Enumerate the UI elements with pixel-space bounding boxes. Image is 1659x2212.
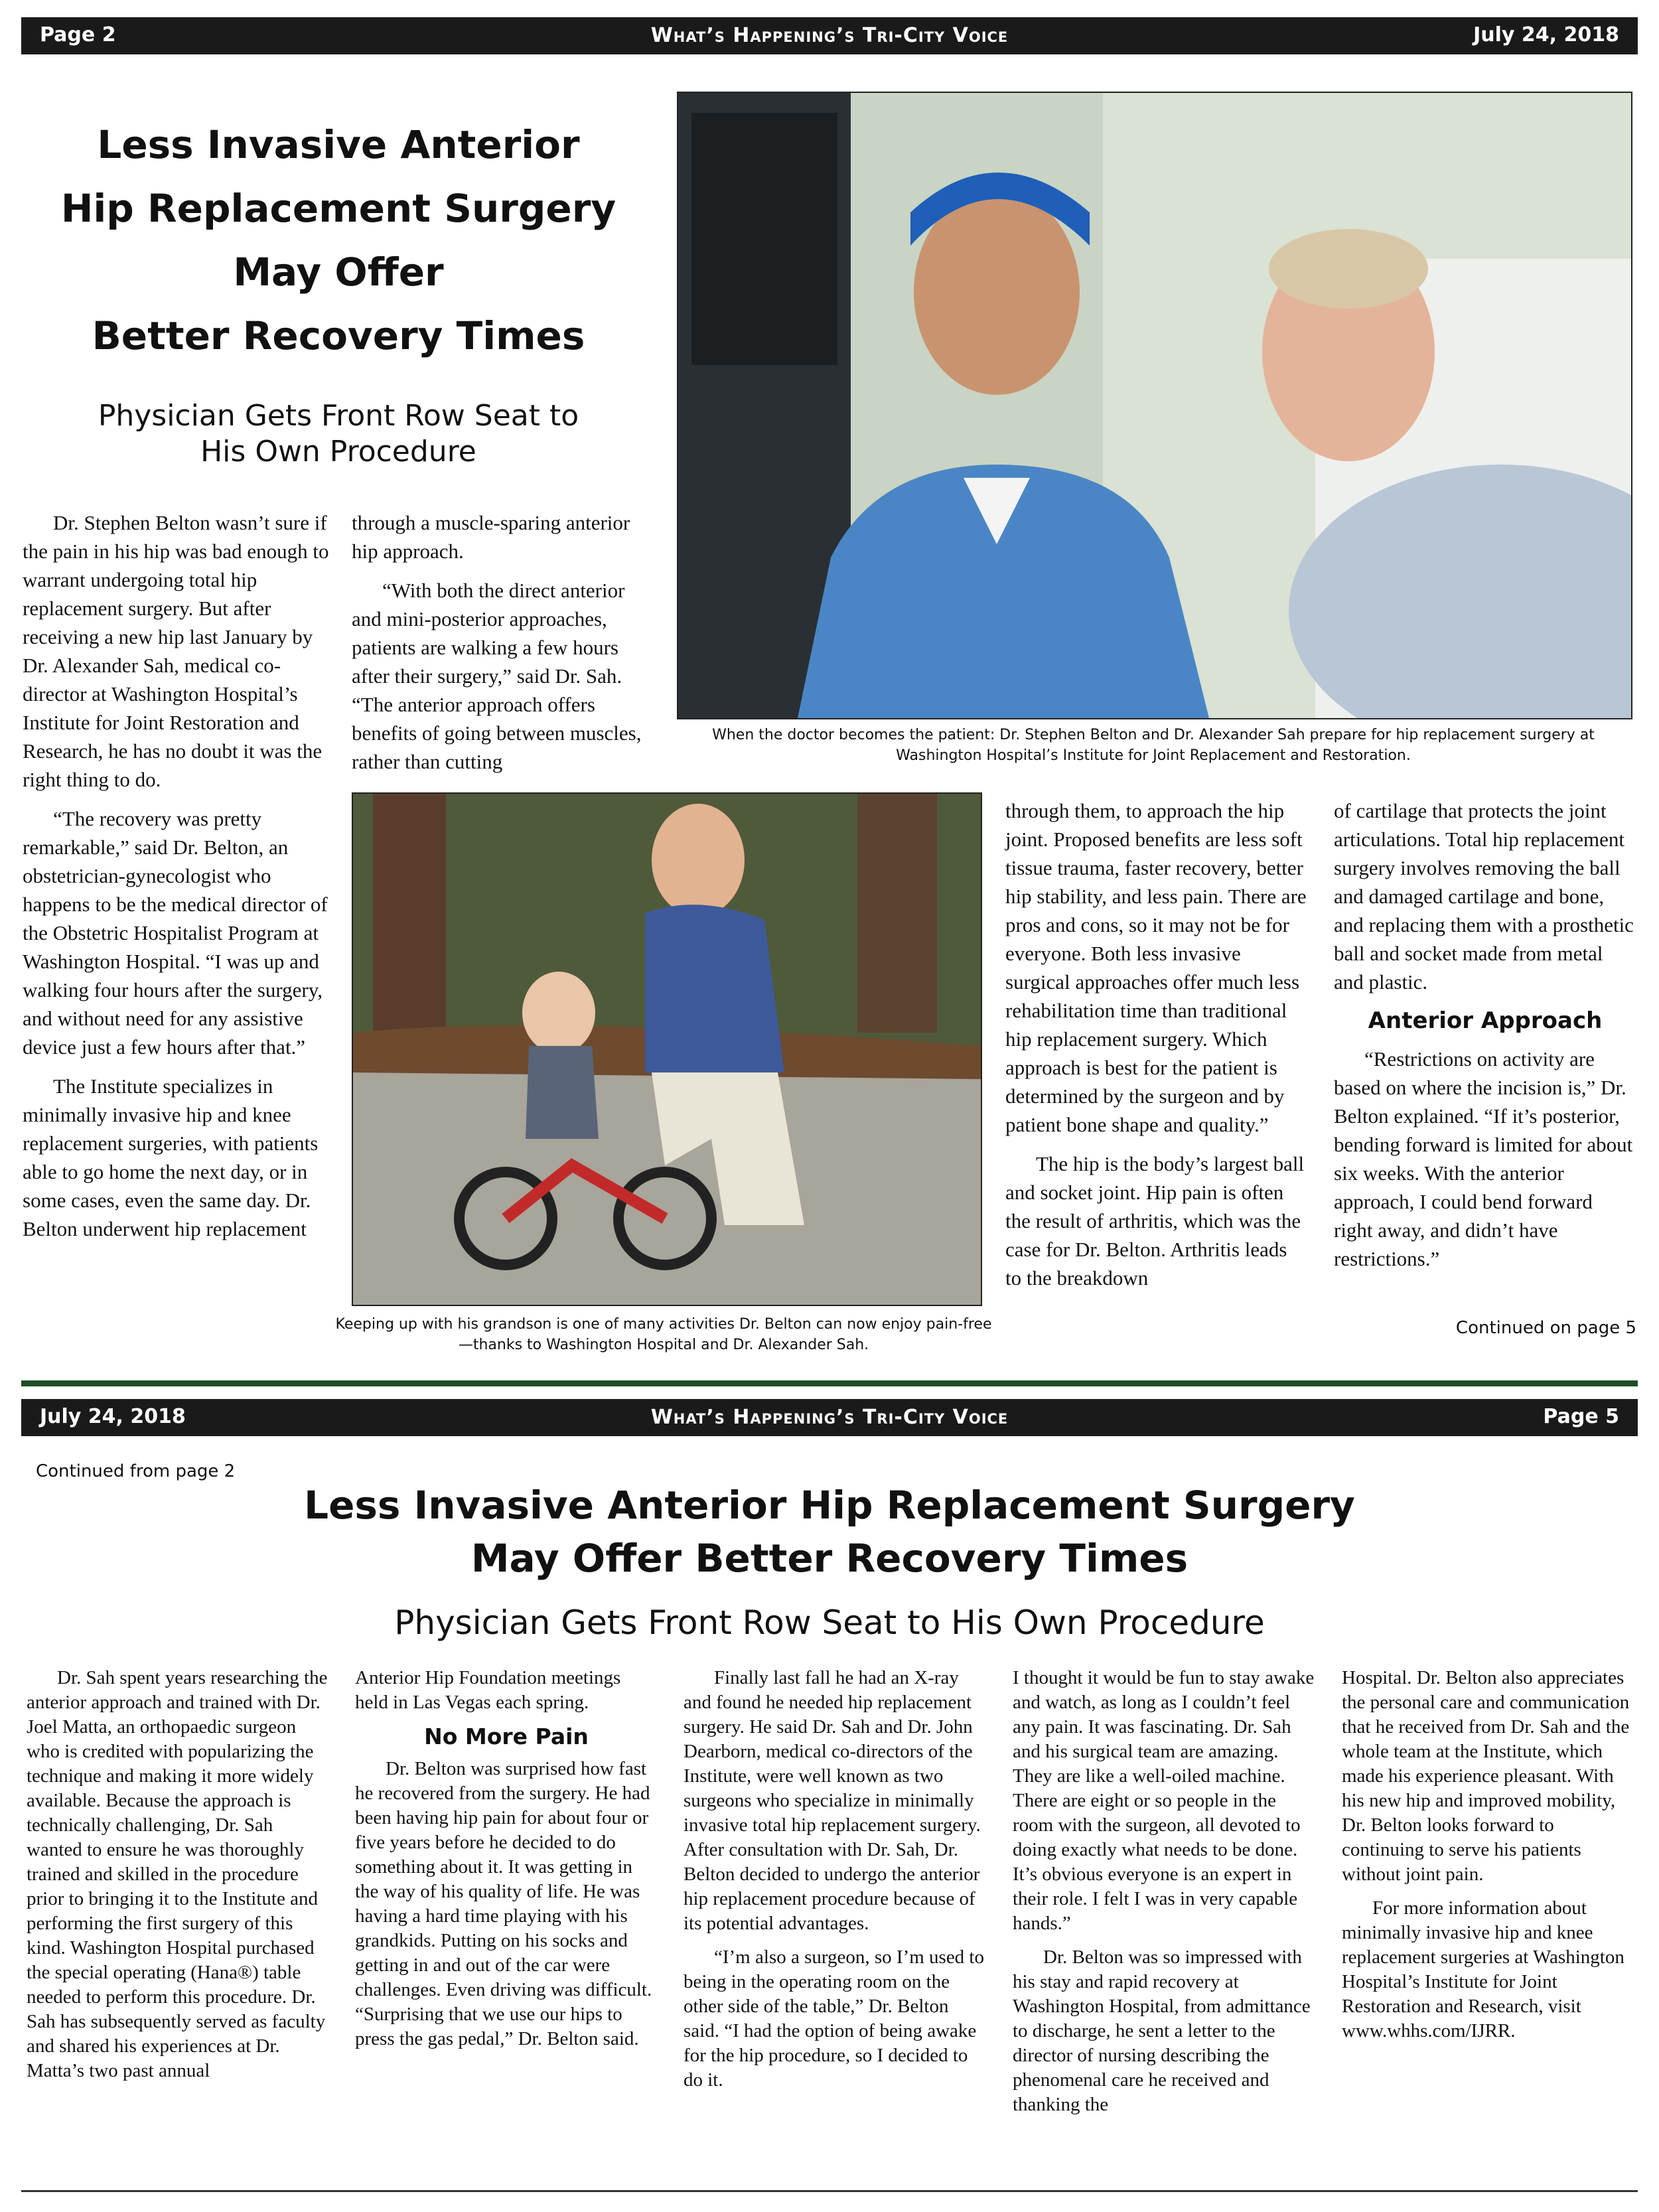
page5-header-bar	[21, 1399, 1638, 1436]
subhead-line: Physician Gets Front Row Seat to	[98, 399, 579, 433]
paragraph: Anterior Hip Foundation meetings held in Las Vegas each spring.	[355, 1667, 621, 1713]
page2-headline	[27, 113, 650, 368]
page-number: Page 2	[40, 23, 116, 46]
page5-column-1	[27, 1666, 329, 2093]
photo2-caption: Keeping up with his grandson is one of many activities Dr. Belton can now enjoy pain-free—thanks to Washington Hospital and Dr. Alexander Sah.	[335, 1316, 992, 1353]
page5-subhead: Physician Gets Front Row Seat to His Own Procedure	[394, 1603, 1265, 1642]
headline-line: May Offer	[233, 250, 444, 295]
newspaper-name: What’s Happening’s Tri-City Voice	[650, 24, 1009, 47]
paragraph: “With both the direct anterior and mini-posterior approaches, patients are walking a few hours after their surgery,” said Dr. Sah. “The anterior approach offers benefits of going between muscles, rather than cutting	[352, 579, 642, 773]
page5-column-4	[1013, 1666, 1315, 2126]
continued-on-note: Continued on page 5	[1455, 1318, 1636, 1338]
paragraph: of cartilage that protects the joint articulations. Total hip replacement surgery involves removing the ball and damaged cartilage and bone, and replacing them with a prosthetic ball and socket made from metal and plastic.	[1334, 799, 1634, 994]
page2-column-4	[1334, 796, 1636, 1284]
paragraph: Dr. Sah spent years researching the anterior approach and trained with Dr. Joel Matta, an orthopaedic surgeon who is credited with popularizing the technique and making it more widely available. Because the approach is technically challenging, Dr. Sah wanted to ensure he was thoroughly trained and skilled in the procedure prior to bringing it to the Institute and performing the first surgery of this kind. Washington Hospital purchased the special operating (Hana®) table needed to perform this procedure. Dr. Sah has subsequently served as faculty and shared his experiences at Dr. Matta’s two past annual	[27, 1667, 328, 2081]
page2-header-bar	[21, 17, 1638, 54]
paragraph: “Restrictions on activity are based on where the incision is,” Dr. Belton explained. “If it’s posterior, bending forward is limited for about six weeks. With the anterior approach, I could bend forward right away, and didn’t have restrictions.”	[1334, 1047, 1633, 1270]
paragraph: Hospital. Dr. Belton also appreciates the personal care and communication that he received from Dr. Sah and the whole team at the Institute, which made his experience pleasant. With his new hip and improved mobility, Dr. Belton looks forward to continuing to serve his patients without joint pain.	[1342, 1667, 1630, 1885]
paragraph: Dr. Stephen Belton wasn’t sure if the pain in his hip was bad enough to warrant undergoing total hip replacement surgery. But after receiving a new hip last January by Dr. Alexander Sah, medical co-director at Washington Hospital’s Institute for Joint Restoration and Research, he has no doubt it was the right thing to do.	[23, 511, 329, 791]
paragraph: through them, to approach the hip joint. Proposed benefits are less soft tissue trauma, faster recovery, better hip stability, and less pain. There are pros and cons, so it may not be for everyone. Both less invasive surgical approaches offer much less rehabilitation time than traditional hip replacement surgery. Which approach is best for the patient is determined by the surgeon and by patient bone shape and quality.”	[1005, 799, 1307, 1136]
paragraph: through a muscle-sparing anterior hip approach.	[352, 511, 630, 563]
section-heading: Anterior Approach	[1368, 1007, 1603, 1034]
paragraph: “I’m also a surgeon, so I’m used to being in the operating room on the other side of the table,” Dr. Belton said. “I had the option of being awake for the hip procedure, so I decided to do it.	[684, 1947, 984, 2091]
page2-column-3	[1005, 796, 1308, 1303]
paragraph: The hip is the body’s largest ball and socket joint. Hip pain is often the result of arthritis, which was the case for Dr. Belton. Arthritis leads to the breakdown	[1005, 1152, 1305, 1290]
page-divider	[21, 1380, 1638, 1386]
page5-column-2	[355, 1666, 658, 2061]
paragraph: Dr. Belton was surprised how fast he recovered from the surgery. He had been having hip pain for about four or five years before he decided to do something about it. It was getting in the way of his quality of life. He was having a hard time playing with his grandkids. Putting on his socks and getting in and out of the car were challenges. Even driving was difficult. “Surprising that we use our hips to press the gas pedal,” Dr. Belton said.	[355, 1758, 652, 2049]
paragraph: I thought it would be fun to stay awake and watch, as long as I couldn’t feel any pain. It was fascinating. Dr. Sah and his surgical team are amazing. They are like a well-oiled machine. There are eight or so people in the room with the surgeon, all devoted to doing exactly what needs to be done. It’s obvious everyone is an expert in their role. I felt I was in very capable hands.”	[1013, 1667, 1315, 1934]
paragraph: For more information about minimally invasive hip and knee replacement surgeries at Washington Hospital’s Institute for Joint Restoration and Research, visit www.whhs.com/IJRR.	[1342, 1897, 1624, 2041]
page2-column-1	[23, 508, 333, 1254]
newspaper-name: What’s Happening’s Tri-City Voice	[650, 1406, 1009, 1429]
page5-column-3	[684, 1666, 986, 2102]
headline-line: Hip Replacement Surgery	[60, 186, 616, 231]
paragraph: The Institute specializes in minimally invasive hip and knee replacement surgeries, with patients able to go home the next day, or in some cases, even the same day. Dr. Belton underwent hip replacement	[23, 1074, 319, 1240]
paragraph: Finally last fall he had an X-ray and found he needed hip replacement surgery. He said Dr. Sah and Dr. John Dearborn, medical co-directors of the Institute, were well known as two surgeons who specialize in minimally invasive total hip replacement surgery. After consultation with Dr. Sah, Dr. Belton decided to undergo the anterior hip replacement procedure because of its potential advantages.	[684, 1667, 981, 1934]
continued-from-note: Continued from page 2	[36, 1461, 236, 1481]
page2-column-2	[352, 508, 652, 786]
page5-column-5	[1342, 1666, 1638, 2053]
page-number: Page 5	[1543, 1405, 1619, 1428]
paragraph: “The recovery was pretty remarkable,” said Dr. Belton, an obstetrician-gynecologist who happens to be the medical director of the Obstetric Hospitalist Program at Washington Hospital. “I was up and walking four hours after the surgery, and without need for any assistive device just a few hours after that.”	[23, 807, 328, 1059]
page5-headline	[66, 1479, 1593, 1585]
issue-date: July 24, 2018	[1473, 23, 1619, 46]
bottom-rule	[21, 2190, 1638, 2192]
paragraph: Dr. Belton was so impressed with his stay and rapid recovery at Washington Hospital, from admittance to discharge, he sent a letter to the director of nursing describing the phenomenal care he received and thanking the	[1013, 1947, 1311, 2115]
photo-grandson-bike	[352, 792, 982, 1306]
headline-line: Less Invasive Anterior	[97, 122, 580, 167]
headline-line: May Offer Better Recovery Times	[470, 1536, 1189, 1581]
photo-doctor-and-patient	[677, 92, 1632, 719]
headline-line: Better Recovery Times	[92, 313, 585, 358]
subhead-line: His Own Procedure	[200, 435, 476, 469]
issue-date: July 24, 2018	[40, 1405, 186, 1428]
photo1-caption: When the doctor becomes the patient: Dr. Stephen Belton and Dr. Alexander Sah prepare for hip replacement surgery at Washington Hospital’s Institute for Joint Replacement and Restoration.	[712, 727, 1595, 764]
section-heading: No More Pain	[424, 1724, 589, 1749]
headline-line: Less Invasive Anterior Hip Replacement Surgery	[304, 1483, 1355, 1528]
page2-subhead	[27, 398, 650, 470]
